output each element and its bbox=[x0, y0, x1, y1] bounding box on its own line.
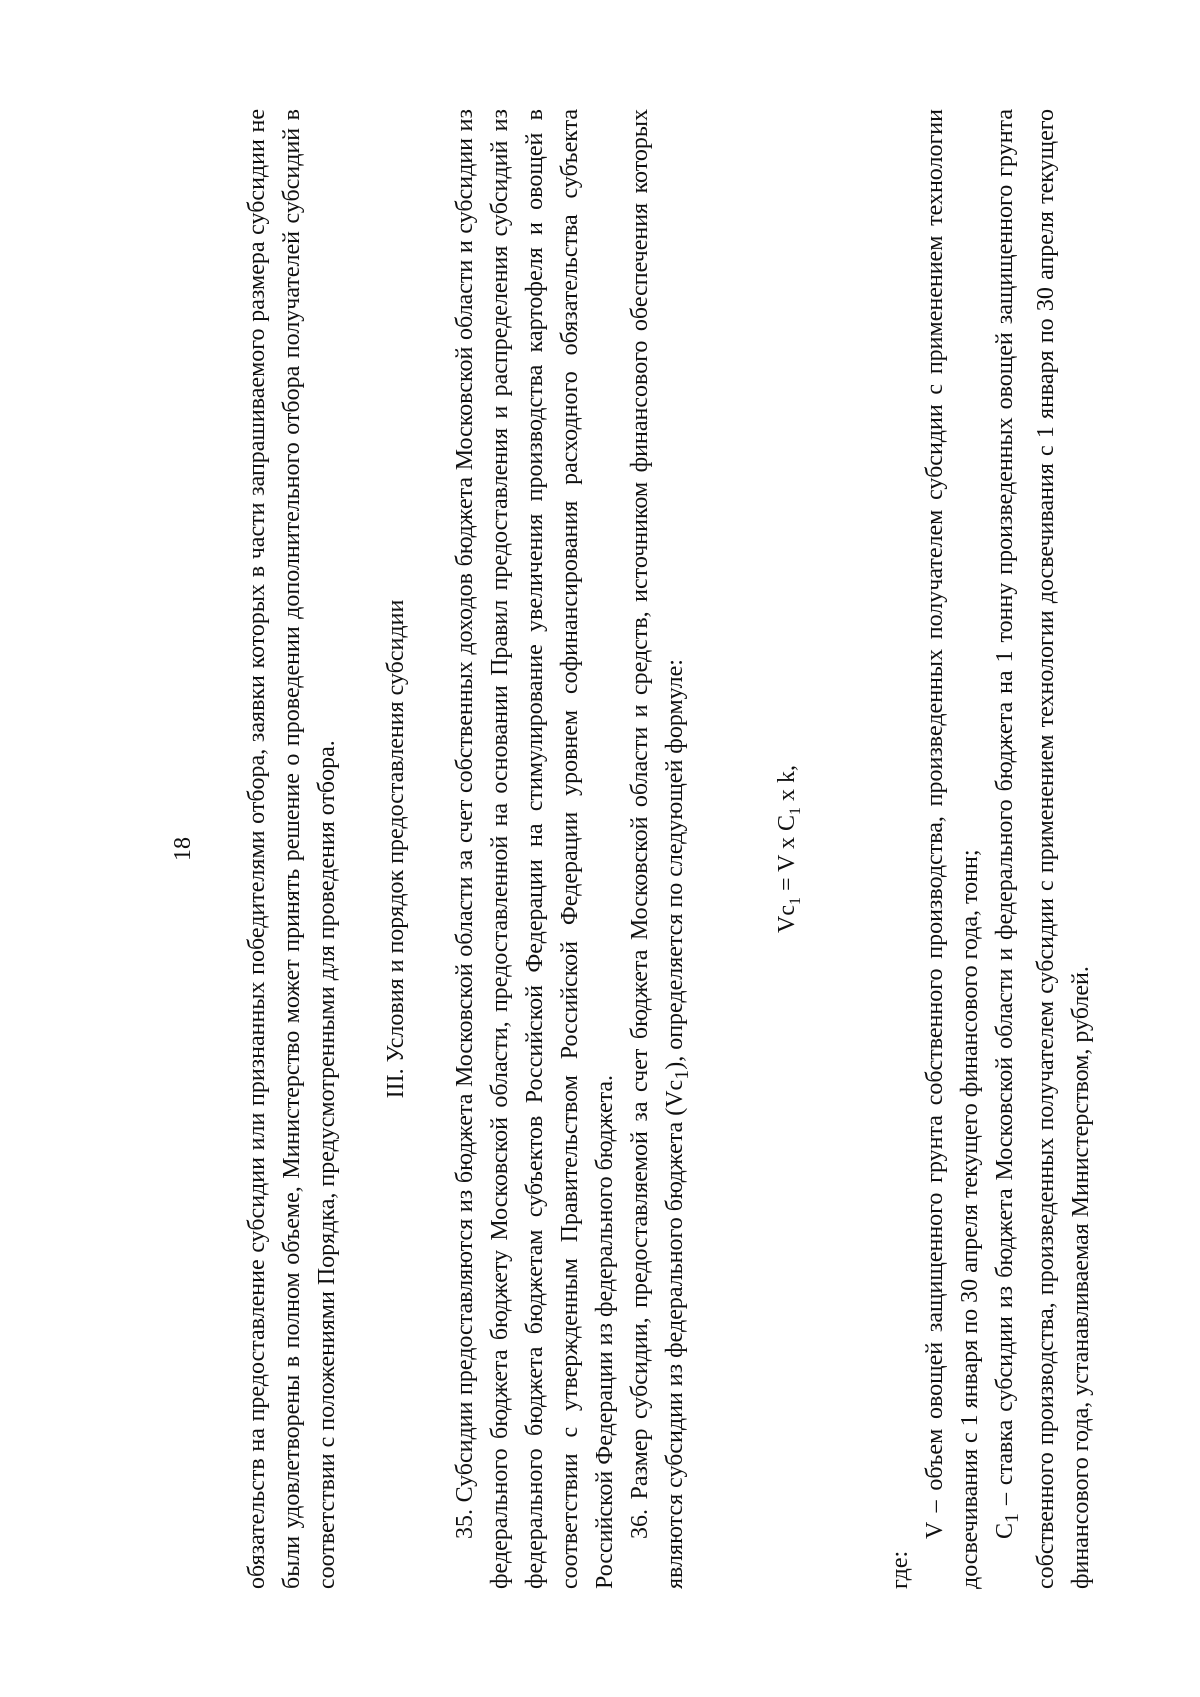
definition-c1-symbol: C bbox=[991, 1522, 1018, 1539]
where-label: где: bbox=[886, 1550, 913, 1589]
paragraph-36-subscript: 1 bbox=[670, 1069, 693, 1080]
definition-c1-subscript: 1 bbox=[1000, 1512, 1023, 1523]
paragraph-35: 35. Субсидии предоставляются из бюджета Московской области за счет собственных доходов бюджета Московской области и субсидии из федерального бюджета бюджету Московской области, предоставленной на основании Правил предоставления и распределения субсидий из федерального бюджета бюджетам субъектов Российской Федерации на стимулирование увеличения производства картофеля и овощей в соответствии с утвержденным Правительством Российской Федерации уровнем софинансирования расходного обязательства субъекта Российской Федерации из федерального бюджета. bbox=[452, 108, 618, 1589]
page-number: 18 bbox=[170, 836, 196, 861]
paragraph-36-text-a: 36. Размер субсидии, предоставляемой за счет бюджета Московской области и средств, источником финансового обеспечения которых являются субсидии из федерального бюджета (Vc bbox=[627, 108, 688, 1589]
formula-part: = V x C bbox=[773, 814, 800, 897]
formula-part: x k, bbox=[773, 764, 800, 807]
formula bbox=[770, 109, 813, 1589]
formula-subscript: 1 bbox=[786, 896, 804, 905]
formula-part: Vc bbox=[773, 904, 800, 933]
definition-c1-text: – ставка субсидии из бюджета Московской области и федерального бюджета на 1 тонну произведенных овощей защищенного грунта собственного производства, произведенных получателем субсидии с применением технологии досвечивания с 1 января по 30 апреля текущего финансового года, устанавливаемая Министерством, рублей. bbox=[991, 108, 1095, 1589]
section-heading: III. Условия и порядок предоставления субсидии bbox=[383, 599, 409, 1098]
paragraph-36 bbox=[623, 109, 700, 1589]
document-body bbox=[240, 109, 1099, 1589]
definition-v: V – объем овощей защищенного грунта собственного производства, произведенных получателем субсидии с применением технологии досвечивания с 1 января по 30 апреля текущего финансового года, тонн; bbox=[921, 108, 983, 1589]
formula-subscript: 1 bbox=[786, 806, 804, 815]
rotated-content bbox=[170, 69, 1095, 1629]
paragraph-36-text-b: ), определяется по следующей формуле: bbox=[662, 658, 688, 1070]
paragraph-continuation: обязательств на предоставление субсидии или признанных победителями отбора, заявки которых в части запрашиваемого размера субсидии не были удовлетворены в полном объеме, Министерство может принять решение о проведении дополнительного отбора получателей субсидий в соответствии с положениями Порядка, предусмотренными для проведения отбора. bbox=[244, 108, 340, 1589]
definition-c1 bbox=[988, 109, 1100, 1589]
